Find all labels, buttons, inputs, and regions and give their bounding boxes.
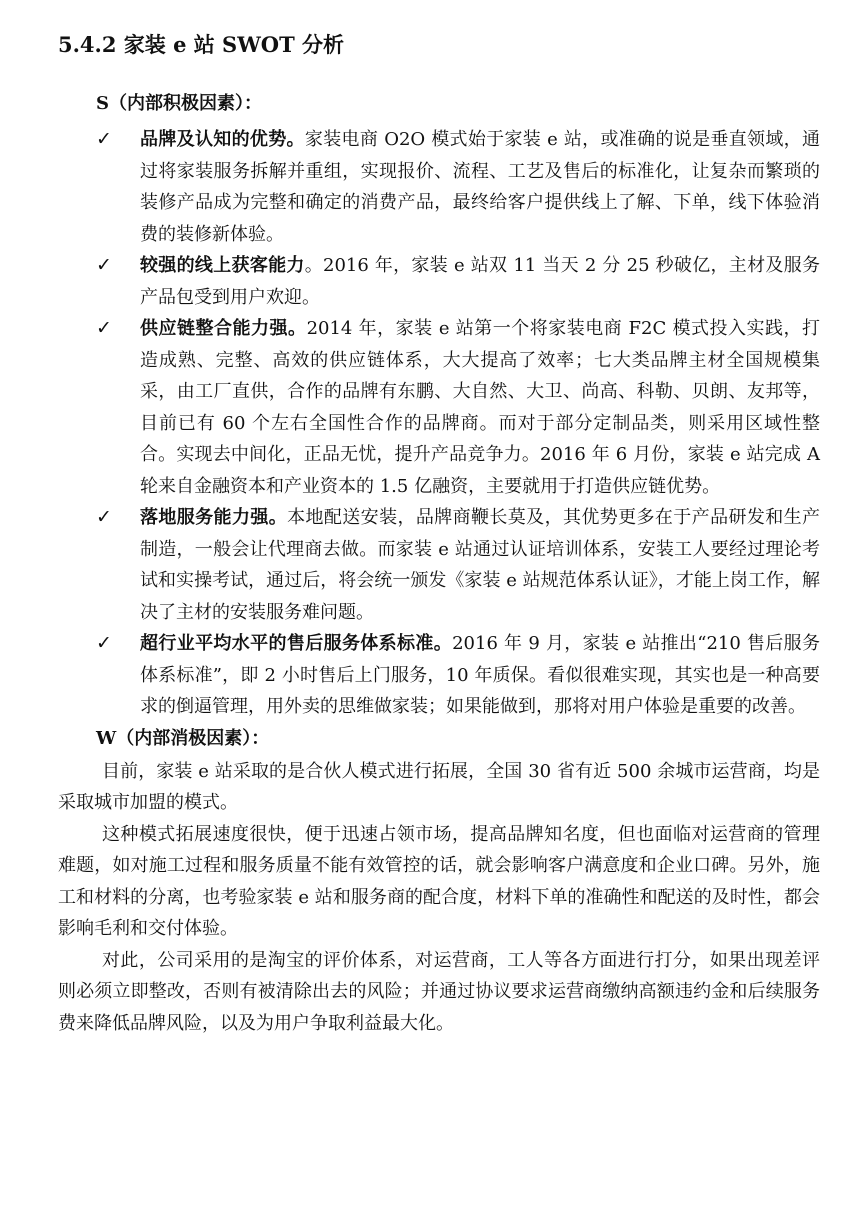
section-heading: 5.4.2 家装 e 站 SWOT 分析 [58, 32, 345, 57]
strength-lead: 落地服务能力强。 [140, 507, 288, 528]
check-icon: ✓ [96, 506, 112, 528]
strengths-list [58, 124, 820, 723]
strength-text: 。2016 年，家装 e 站双 11 当天 2 分 25 秒破亿，主材及服务产品包受到用户欢迎。 [140, 255, 821, 308]
strength-lead: 超行业平均水平的售后服务体系标准。 [140, 633, 453, 654]
strength-lead: 品牌及认知的优势。 [140, 129, 305, 150]
strength-text: 2014 年，家装 e 站第一个将家装电商 F2C 模式投入实践，打造成熟、完整、高效的供应链体系，大大提高了效率；七大类品牌主材全国规模集采，由工厂直供，合作的品牌有东鹏、大自然、大卫、尚高、科勒、贝朗、友邦等，目前已有 60 个左右全国性合作的品牌商。而对于部分定制品类，则采用区域性整合。实现去中间化，正品无忧，提升产品竞争力。2016 年 6 月份，家装 e 站完成 A 轮来自金融资本和产业资本的 1.5 亿融资，主要就用于打造供应链优势。 [140, 318, 821, 497]
weakness-paragraph: 对此，公司采用的是淘宝的评价体系，对运营商，工人等各方面进行打分，如果出现差评则必须立即整改，否则有被清除出去的风险；并通过协议要求运营商缴纳高额违约金和后续服务费来降低品牌风险，以及为用户争取利益最大化。 [58, 949, 820, 1034]
check-icon: ✓ [96, 254, 112, 276]
strength-lead: 供应链整合能力强。 [140, 318, 307, 339]
check-icon: ✓ [96, 632, 112, 654]
strength-item-after-sales [58, 628, 820, 723]
document-page [58, 28, 820, 1039]
strength-item-online [58, 250, 820, 313]
strengths-title: S（内部积极因素）： [96, 93, 262, 114]
strength-text: 2016 年 9 月，家装 e 站推出“210 售后服务体系标准”，即 2 小时售后上门服务，10 年质保。看似很难实现，其实也是一种高要求的倒逼管理，用外卖的思维做家装；如果能做到，那将对用户体验是重要的改善。 [140, 633, 820, 717]
weakness-paragraph: 这种模式拓展速度很快，便于迅速占领市场，提高品牌知名度，但也面临对运营商的管理难题，如对施工过程和服务质量不能有效管控的话，就会影响客户满意度和企业口碑。另外，施工和材料的分离，也考验家装 e 站和服务商的配合度，材料下单的准确性和配送的及时性，都会影响毛利和交付体验。 [58, 823, 820, 939]
weakness-paragraph: 目前，家装 e 站采取的是合伙人模式进行拓展，全国 30 省有近 500 余城市运营商，均是采取城市加盟的模式。 [58, 760, 820, 813]
strength-text: 家装电商 O2O 模式始于家装 e 站，或准确的说是垂直领域，通过将家装服务拆解并重组，实现报价、流程、工艺及售后的标准化，让复杂而繁琐的装修产品成为完整和确定的消费产品，最终给客户提供线上了解、下单，线下体验消费的装修新体验。 [140, 129, 820, 245]
strength-text: 本地配送安装，品牌商鞭长莫及，其优势更多在于产品研发和生产制造，一般会让代理商去做。而家装 e 站通过认证培训体系，安装工人要经过理论考试和实操考试，通过后，将会统一颁发《家装 e 站规范体系认证》，才能上岗工作，解决了主材的安装服务难问题。 [140, 507, 821, 623]
strength-item-supply-chain [58, 313, 820, 502]
strength-item-brand [58, 124, 820, 250]
strength-item-service [58, 502, 820, 628]
check-icon: ✓ [96, 128, 112, 150]
check-icon: ✓ [96, 317, 112, 339]
strength-lead: 较强的线上获客能力 [140, 255, 305, 276]
weaknesses-title: W（内部消极因素）： [96, 727, 270, 749]
